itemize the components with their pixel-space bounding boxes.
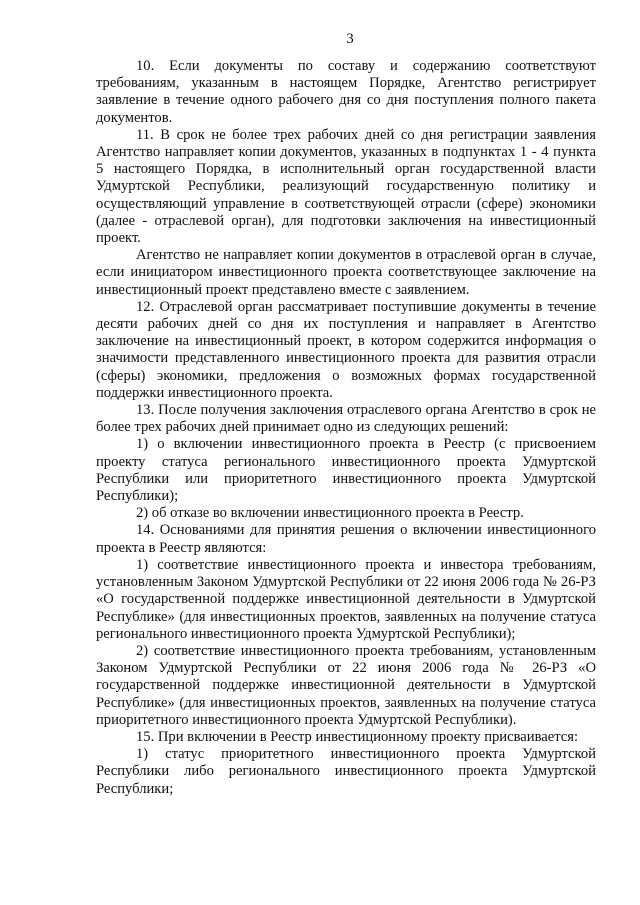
paragraph-13: 13. После получения заключения отраслевого органа Агентство в срок не более трех рабочих дней принимает одно из следующих решений: (96, 402, 596, 436)
paragraph-11-note: Агентство не направляет копии документов в отраслевой орган в случае, если инициатором инвестиционного проекта соответствующее заключение на инвестиционный проект представлено вместе с заявлением. (96, 247, 596, 298)
paragraph-13-item-1: 1) о включении инвестиционного проекта в Реестр (с присвоением проекту статуса регионального инвестиционного проекта Удмуртской Республики или приоритетного инвестиционного проекта Удмуртской Республики); (96, 436, 596, 505)
paragraph-12: 12. Отраслевой орган рассматривает поступившие документы в течение десяти рабочих дней со дня их поступления и направляет в Агентство заключение на инвестиционный проект, в котором содержится информация о значимости представленного инвестиционного проекта для развития отрасли (сферы) экономики, предложения о возможных формах государственной поддержки инвестиционного проекта. (96, 298, 596, 401)
paragraph-13-item-2: 2) об отказе во включении инвестиционного проекта в Реестр. (136, 505, 524, 522)
paragraph-14-item-1: 1) соответствие инвестиционного проекта и инвестора требованиям, установленным Законом Удмуртской Республики от 22 июня 2006 года № 26-РЗ «О государственной поддержке инвестиционной деятельности в Удмуртской Республике» (для инвестиционных проектов, заявленных на получение статуса регионального инвестиционного проекта Удмуртской Республики); (96, 556, 596, 642)
paragraph-15-item-1: 1) статус приоритетного инвестиционного проекта Удмуртской Республики либо регионального инвестиционного проекта Удмуртской Республики; (96, 746, 596, 797)
paragraph-14-item-2: 2) соответствие инвестиционного проекта требованиям, установленным Законом Удмуртской Республики от 22 июня 2006 года № 26-РЗ «О государственной поддержке инвестиционной деятельности в Удмуртской Республике» (для инвестиционных проектов, заявленных на получение статуса приоритетного инвестиционного проекта Удмуртской Республики). (96, 642, 596, 728)
paragraph-14: 14. Основаниями для принятия решения о включении инвестиционного проекта в Реестр являются: (96, 522, 596, 556)
paragraph-15: 15. При включении в Реестр инвестиционному проекту присваивается: (136, 728, 579, 745)
page-number: 3 (346, 31, 354, 47)
paragraph-11: 11. В срок не более трех рабочих дней со дня регистрации заявления Агентство направляет копии документов, указанных в подпунктах 1 - 4 пункта 5 настоящего Порядка, в исполнительный орган государственной власти Удмуртской Республики, реализующий государственную политику и осуществляющий управление в соответствующей отрасли (сфере) экономики (далее - отраслевой орган), для подготовки заключения на инвестиционный проект. (96, 126, 596, 247)
paragraph-10: 10. Если документы по составу и содержанию соответствуют требованиям, указанным в настоящем Порядке, Агентство регистрирует заявление в течение одного рабочего дня со дня поступления полного пакета документов. (96, 58, 596, 126)
document-page (96, 30, 596, 798)
